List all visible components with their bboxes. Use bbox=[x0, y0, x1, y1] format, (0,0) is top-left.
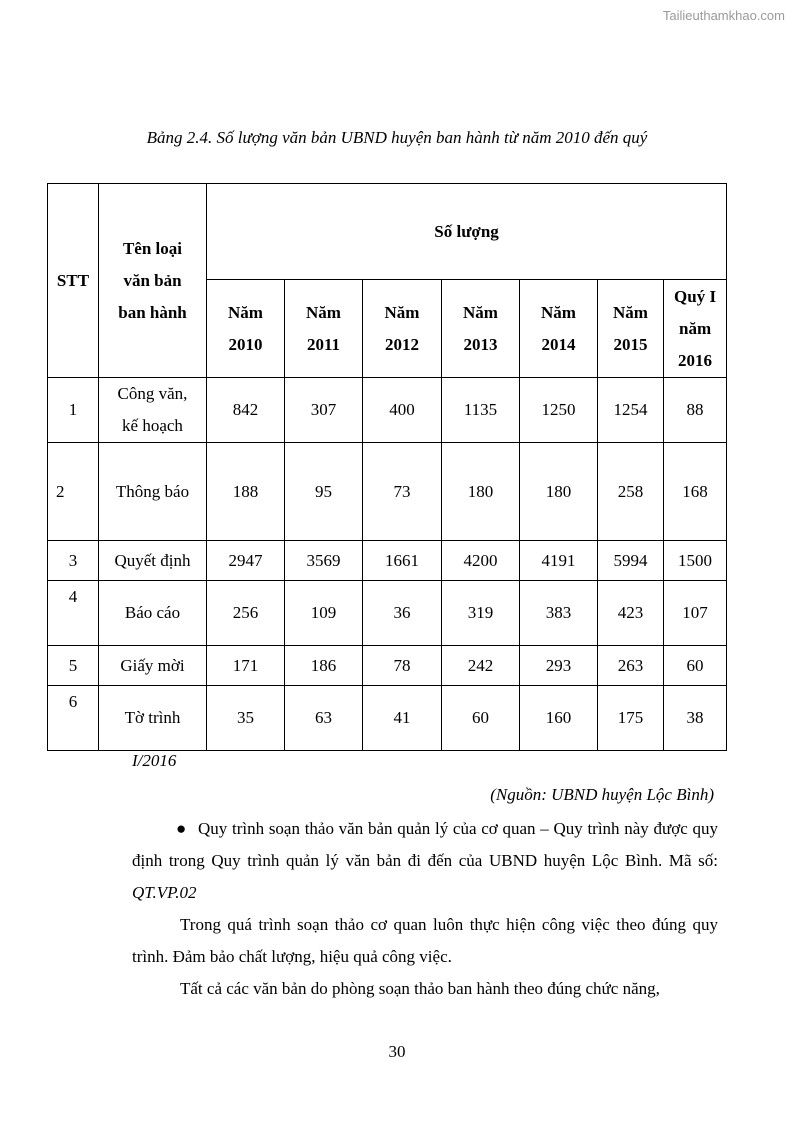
row-value: 5994 bbox=[598, 541, 664, 581]
row-value: 383 bbox=[520, 581, 598, 646]
row-value: 256 bbox=[207, 581, 285, 646]
table-source: (Nguồn: UBND huyện Lộc Bình) bbox=[490, 785, 714, 804]
row-value: 107 bbox=[664, 581, 727, 646]
header-year: Năm 2014 bbox=[520, 280, 598, 378]
table-caption: Bảng 2.4. Số lượng văn bản UBND huyện ban hành từ năm 2010 đến quý bbox=[146, 128, 648, 147]
header-year: Năm 2012 bbox=[363, 280, 442, 378]
header-quarter: Quý I năm 2016 bbox=[664, 280, 727, 378]
row-value: 4191 bbox=[520, 541, 598, 581]
row-value: 41 bbox=[363, 686, 442, 751]
row-stt: 5 bbox=[48, 646, 99, 686]
row-type: Thông báo bbox=[99, 443, 207, 541]
row-value: 38 bbox=[664, 686, 727, 751]
row-stt: 3 bbox=[48, 541, 99, 581]
row-value: 160 bbox=[520, 686, 598, 751]
row-value: 4200 bbox=[442, 541, 520, 581]
row-value: 263 bbox=[598, 646, 664, 686]
table-header-row bbox=[48, 184, 727, 280]
header-year: Năm 2011 bbox=[285, 280, 363, 378]
table-row bbox=[48, 378, 727, 443]
row-value: 400 bbox=[363, 378, 442, 443]
row-stt: 2 bbox=[48, 443, 99, 541]
row-value: 60 bbox=[664, 646, 727, 686]
row-value: 842 bbox=[207, 378, 285, 443]
row-value: 88 bbox=[664, 378, 727, 443]
header-type-line1: Tên loại bbox=[122, 238, 183, 258]
header-year: Năm 2015 bbox=[598, 280, 664, 378]
row-value: 73 bbox=[363, 443, 442, 541]
page-number: 30 bbox=[388, 1042, 406, 1061]
row-value: 293 bbox=[520, 646, 598, 686]
row-value: 95 bbox=[285, 443, 363, 541]
row-value: 35 bbox=[207, 686, 285, 751]
row-type: Công văn, kế hoạch bbox=[99, 378, 207, 443]
table-row bbox=[48, 646, 727, 686]
row-value: 180 bbox=[442, 443, 520, 541]
table-row bbox=[48, 541, 727, 581]
table-row bbox=[48, 443, 727, 541]
row-value: 180 bbox=[520, 443, 598, 541]
header-stt: STT bbox=[48, 184, 99, 378]
row-value: 109 bbox=[285, 581, 363, 646]
row-value: 319 bbox=[442, 581, 520, 646]
row-value: 1250 bbox=[520, 378, 598, 443]
row-value: 171 bbox=[207, 646, 285, 686]
header-quantity: Số lượng bbox=[207, 184, 727, 280]
row-stt: 4 bbox=[48, 581, 99, 646]
row-value: 186 bbox=[285, 646, 363, 686]
row-value: 168 bbox=[664, 443, 727, 541]
row-value: 36 bbox=[363, 581, 442, 646]
row-value: 1135 bbox=[442, 378, 520, 443]
caption-continuation: I/2016 bbox=[132, 751, 177, 770]
row-value: 258 bbox=[598, 443, 664, 541]
row-value: 78 bbox=[363, 646, 442, 686]
header-year: Năm 2010 bbox=[207, 280, 285, 378]
row-value: 2947 bbox=[207, 541, 285, 581]
header-year: Năm 2013 bbox=[442, 280, 520, 378]
watermark: Tailieuthamkhao.com bbox=[662, 8, 785, 23]
paragraph-2: Trong quá trình soạn thảo cơ quan luôn thực hiện công việc theo đúng quy trình. Đảm bảo chất lượng, hiệu quả công việc. bbox=[132, 915, 718, 966]
row-value: 1254 bbox=[598, 378, 664, 443]
row-value: 60 bbox=[442, 686, 520, 751]
row-value: 1661 bbox=[363, 541, 442, 581]
bullet-icon: ● bbox=[176, 819, 187, 838]
document-table bbox=[47, 183, 727, 751]
body-text bbox=[132, 813, 718, 1005]
row-value: 63 bbox=[285, 686, 363, 751]
row-stt: 1 bbox=[48, 378, 99, 443]
row-value: 188 bbox=[207, 443, 285, 541]
document-code: QT.VP.02 bbox=[132, 883, 197, 902]
row-type: Quyết định bbox=[99, 541, 207, 581]
row-value: 3569 bbox=[285, 541, 363, 581]
header-type bbox=[99, 184, 207, 378]
row-value: 307 bbox=[285, 378, 363, 443]
paragraph-1: ● Quy trình soạn thảo văn bản quản lý của cơ quan – Quy trình này được quy định trong Quy trình quản lý văn bản đi đến của UBND huyện Lộc Bình. Mã số: QT.VP.02 bbox=[132, 813, 718, 909]
row-value: 242 bbox=[442, 646, 520, 686]
row-type: Tờ trình bbox=[99, 686, 207, 751]
paragraph-3: Tất cả các văn bản do phòng soạn thảo ban hành theo đúng chức năng, bbox=[180, 979, 660, 998]
header-type-line3: ban hành bbox=[118, 302, 187, 322]
table-row bbox=[48, 686, 727, 751]
row-type: Giấy mời bbox=[99, 646, 207, 686]
row-value: 423 bbox=[598, 581, 664, 646]
row-value: 1500 bbox=[664, 541, 727, 581]
table-row bbox=[48, 581, 727, 646]
row-value: 175 bbox=[598, 686, 664, 751]
row-type: Báo cáo bbox=[99, 581, 207, 646]
header-type-line2: văn bản bbox=[123, 270, 182, 290]
row-stt: 6 bbox=[48, 686, 99, 751]
